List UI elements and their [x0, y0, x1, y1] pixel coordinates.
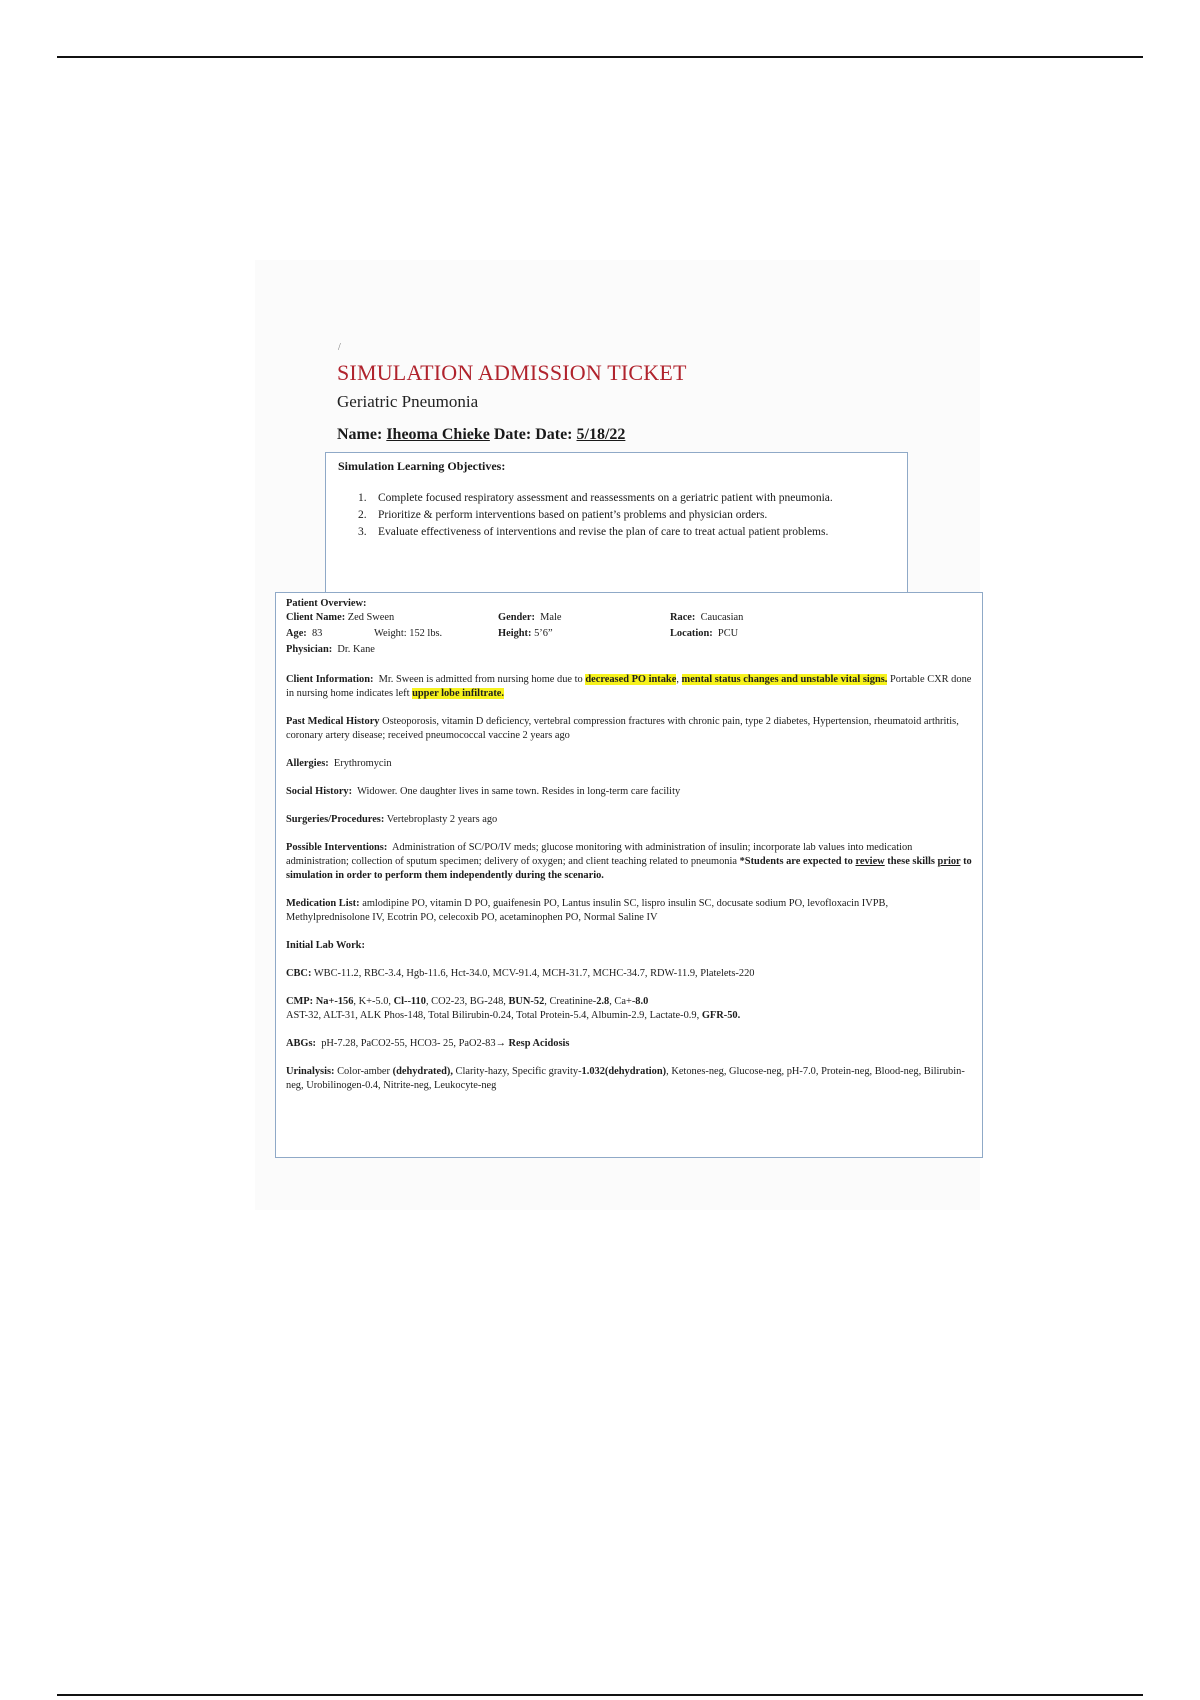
social-label: Social History: — [286, 786, 353, 797]
students-prior: prior — [937, 856, 961, 867]
allergies — [286, 757, 974, 771]
overview-row-3 — [286, 643, 974, 659]
cmp-bun: BUN-52 — [508, 996, 545, 1007]
objective-item — [358, 525, 888, 540]
objective-text: Evaluate effectiveness of interventions and revise the plan of care to treat actual patient problems. — [378, 526, 829, 538]
objective-number: 1. — [358, 492, 367, 504]
ua-color: Color-amber — [337, 1066, 390, 1077]
overview-row-1 — [286, 611, 974, 627]
objectives-box — [325, 452, 908, 592]
objective-text: Complete focused respiratory assessment and reassessments on a geriatric patient with pneumonia. — [378, 492, 833, 504]
physician-value: Dr. Kane — [337, 644, 375, 655]
abg-interpretation: → Resp Acidosis — [495, 1038, 570, 1049]
document-page — [255, 260, 980, 1210]
age-value: 83 — [311, 628, 323, 639]
social-value: Widower. One daughter lives in same town. Resides in long-term care facility — [357, 786, 681, 797]
meds-label: Medication List: — [286, 898, 360, 909]
top-rule — [57, 56, 1143, 58]
ua-specific-gravity: 1.032(dehydration) — [581, 1066, 667, 1077]
cmp-sodium: Na+-156 — [315, 996, 354, 1007]
client-information — [286, 673, 974, 701]
cmp-results — [286, 995, 974, 1023]
physician-label: Physician: — [286, 644, 333, 655]
students-note-part: these skills — [887, 856, 935, 867]
overview-heading: Patient Overview: — [286, 598, 367, 609]
cbc-label: CBC: — [286, 968, 312, 979]
objectives-list — [358, 491, 888, 542]
client-info-cxr: Portable CXR done in nursing home indicates left — [286, 674, 972, 699]
client-name-value: Zed Sween — [347, 612, 395, 623]
abg-values: pH-7.28, PaCO2-55, HCO3- 25, PaO2-83 — [321, 1038, 496, 1049]
surgeries-label: Surgeries/Procedures: — [286, 814, 385, 825]
cmp-creatinine: 2.8 — [596, 996, 610, 1007]
abg-results — [286, 1037, 974, 1051]
objective-item — [358, 508, 888, 523]
cmp-potassium: , K+-5.0, — [353, 996, 394, 1007]
meds-text: amlodipine PO, vitamin D PO, guaifenesin PO, Lantus insulin SC, lispro insulin SC, docusate sodium PO, levofloxacin IVPB, Methylprednisolone IV, Ecotrin PO, celecoxib PO, acetaminophen PO, Normal Saline IV — [286, 898, 889, 923]
social-history — [286, 785, 974, 799]
age-label: Age: — [286, 628, 307, 639]
cmp-gfr: GFR-50. — [701, 1010, 741, 1021]
weight-label: Weight: — [374, 628, 407, 639]
cmp-label: CMP: — [286, 996, 314, 1007]
interventions-label: Possible Interventions: — [286, 842, 388, 853]
name-value: Iheoma Chieke — [386, 426, 490, 443]
client-info-label: Client Information: — [286, 674, 374, 685]
overview-row-2 — [286, 627, 974, 643]
client-info-text: Mr. Sween is admitted from nursing home due to — [378, 674, 583, 685]
highlight-po-intake: decreased PO intake — [585, 674, 677, 685]
abg-label: ABGs: — [286, 1038, 317, 1049]
urinalysis-results — [286, 1065, 974, 1093]
allergies-label: Allergies: — [286, 758, 329, 769]
objective-number: 3. — [358, 526, 367, 538]
surgeries-procedures — [286, 813, 974, 827]
ua-label: Urinalysis: — [286, 1066, 335, 1077]
labs-heading: Initial Lab Work: — [286, 940, 365, 951]
gender-value: Male — [540, 612, 562, 623]
objectives-heading: Simulation Learning Objectives: — [338, 459, 506, 473]
ua-rest: , Ketones-neg, Glucose-neg, pH-7.0, Protein-neg, Blood-neg, Bilirubin-neg, Urobilinogen-0.4, Nitrite-neg, Leukocyte-neg — [286, 1066, 965, 1091]
document-title: SIMULATION ADMISSION TICKET — [337, 360, 687, 385]
date-value: 5/18/22 — [576, 426, 626, 443]
possible-interventions — [286, 841, 974, 883]
surgeries-value: Vertebroplasty 2 years ago — [386, 814, 498, 825]
document-subtitle: Geriatric Pneumonia — [337, 392, 479, 411]
name-date-line — [337, 426, 625, 444]
location-value: PCU — [717, 628, 739, 639]
cmp-chloride: Cl--110 — [393, 996, 426, 1007]
name-label: Name: — [337, 426, 383, 443]
objective-text: Prioritize & perform interventions based on patient’s problems and physician orders. — [378, 509, 768, 521]
cmp-calcium-label: , Ca+- — [609, 996, 636, 1007]
bottom-rule — [57, 1694, 1143, 1696]
interventions-text: Administration of SC/PO/IV meds; glucose monitoring with administration of insulin; incorporate lab values into medication administration; collection of sputum specimen; delivery of oxygen; and client teaching related to pneumonia — [286, 842, 913, 867]
cmp-creatinine-label: , Creatinine- — [544, 996, 597, 1007]
cmp-mid: , CO2-23, BG-248, — [425, 996, 509, 1007]
medication-list — [286, 897, 974, 925]
cmp-calcium: 8.0 — [635, 996, 649, 1007]
objective-item — [358, 491, 888, 506]
date-label: Date: Date: — [493, 426, 573, 443]
ua-clarity: Clarity-hazy, Specific gravity- — [455, 1066, 582, 1077]
patient-overview-box — [275, 592, 983, 1158]
height-value: 5’6” — [534, 628, 553, 639]
cbc-values: WBC-11.2, RBC-3.4, Hgb-11.6, Hct-34.0, MCV-91.4, MCH-31.7, MCHC-34.7, RDW-11.9, Platelets-220 — [313, 968, 755, 979]
past-medical-history — [286, 715, 974, 743]
ua-dehydrated: (dehydrated), — [392, 1066, 453, 1077]
pmh-text: Osteoporosis, vitamin D deficiency, vertebral compression fractures with chronic pain, type 2 diabetes, Hypertension, rheumatoid arthritis, coronary artery disease; received pneumococcal vaccine 2 years ago — [286, 716, 959, 741]
location-label: Location: — [670, 628, 713, 639]
objective-number: 2. — [358, 509, 367, 521]
cmp-line-2: AST-32, ALT-31, ALK Phos-148, Total Bilirubin-0.24, Total Protein-5.4, Albumin-2.9, Lactate-0.9, — [286, 1010, 700, 1021]
highlight-infiltrate: upper lobe infiltrate. — [412, 688, 505, 699]
race-label: Race: — [670, 612, 696, 623]
allergies-value: Erythromycin — [333, 758, 392, 769]
pmh-label: Past Medical History — [286, 716, 380, 727]
students-note-part: *Students are expected to — [739, 856, 853, 867]
client-name-label: Client Name: — [286, 612, 346, 623]
weight-value: 152 lbs. — [409, 628, 443, 639]
gender-label: Gender: — [498, 612, 535, 623]
height-label: Height: — [498, 628, 532, 639]
students-review: review — [855, 856, 885, 867]
page-mark: / — [338, 342, 341, 353]
highlight-mental-status: mental status changes and unstable vital signs. — [681, 674, 888, 685]
race-value: Caucasian — [700, 612, 744, 623]
client-info-comma: , — [676, 674, 679, 685]
students-note-part: to simulation in order to perform them independently during the scenario. — [286, 856, 972, 881]
cbc-results — [286, 967, 974, 981]
